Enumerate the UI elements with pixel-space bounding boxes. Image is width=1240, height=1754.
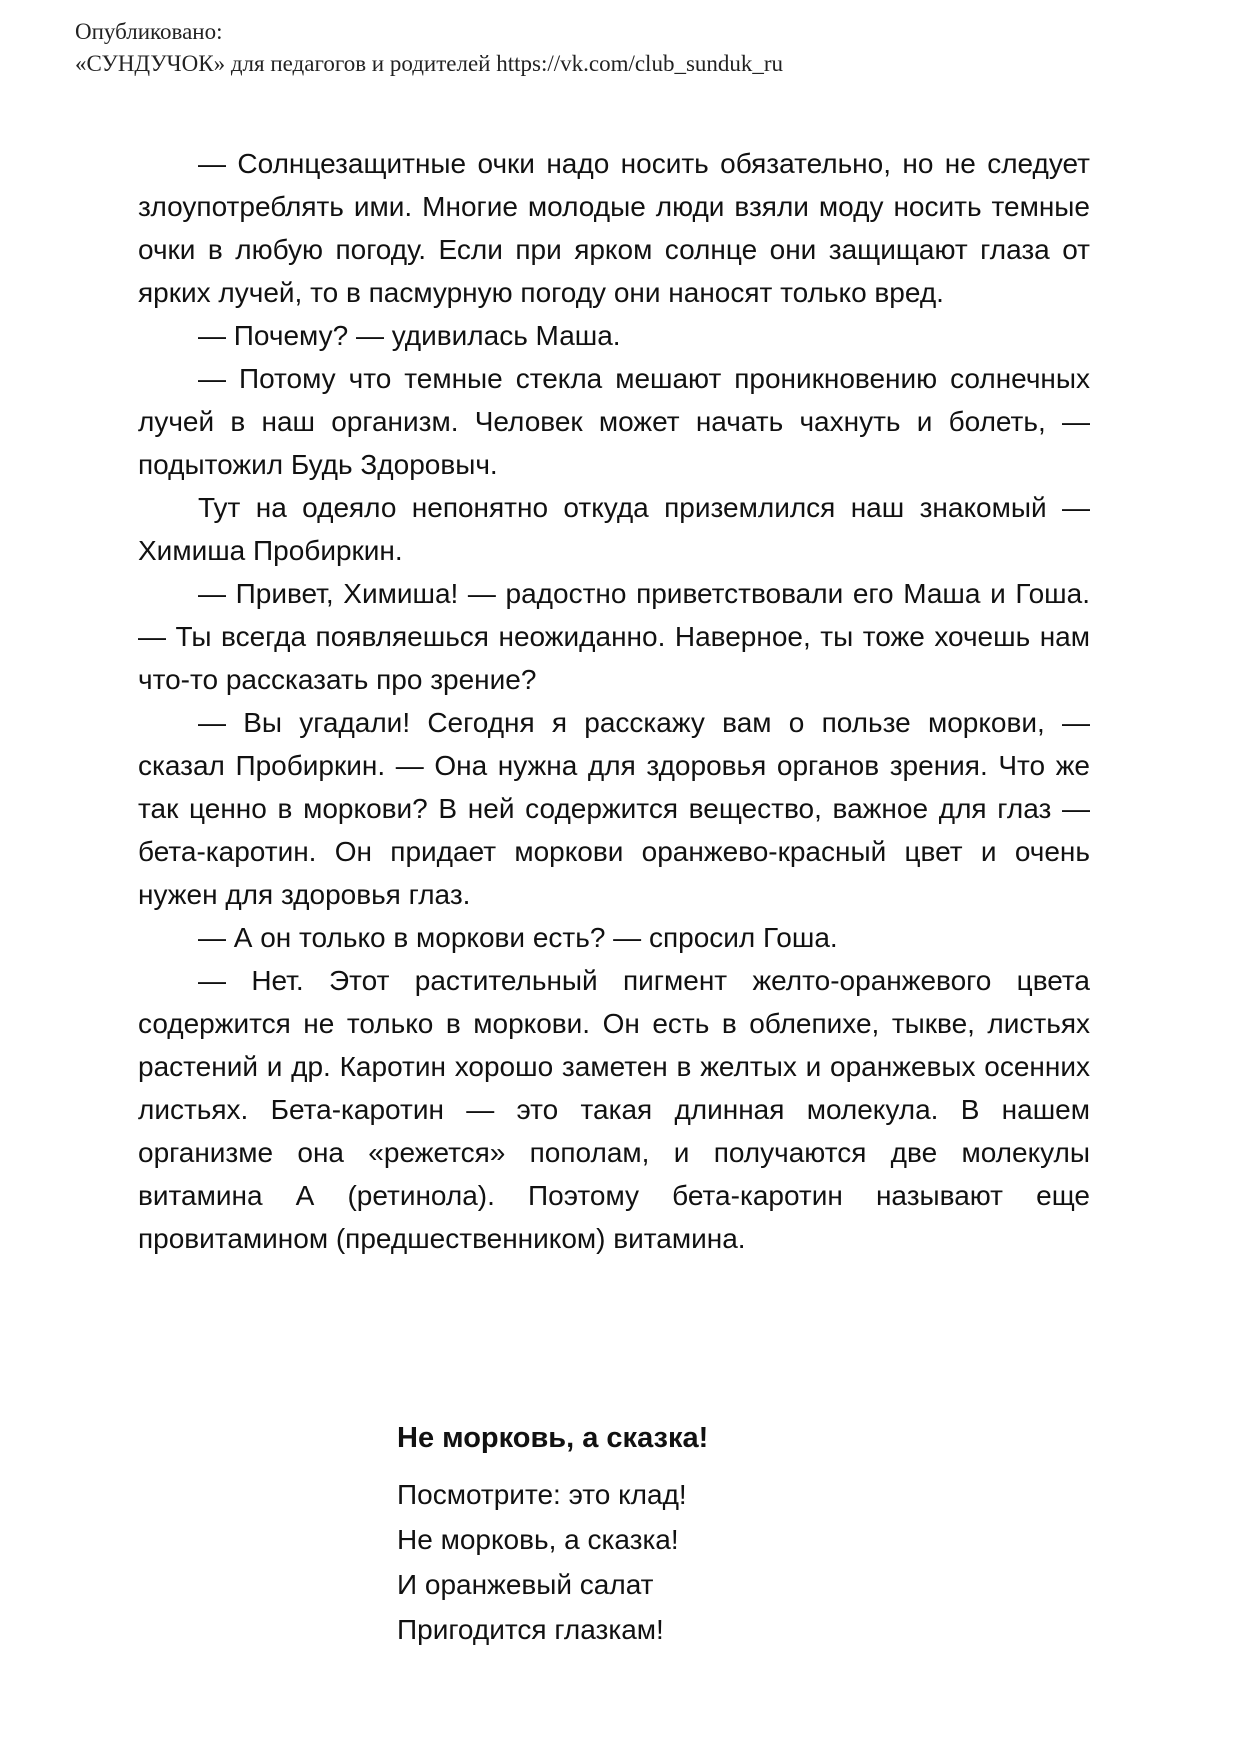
poem-line: Не морковь, а сказка!	[397, 1524, 679, 1555]
story-text	[138, 142, 1090, 1260]
poem-title: Не морковь, а сказка!	[397, 1422, 709, 1454]
paragraph-khimisha-arrives: Тут на одеяло непонятно откуда приземлился наш знакомый — Химиша Пробиркин.	[138, 492, 1090, 566]
paragraph-gosha-question: — А он только в моркови есть? — спросил Гоша.	[198, 922, 838, 953]
paragraph-sunglasses: — Солнцезащитные очки надо носить обязательно, но не следует злоупотреблять ими. Многие молодые люди взяли моду носить темные очки в любую погоду. Если при ярком солнце они защищают глаза от ярких лучей, то в пасмурную погоду они наносят только вред.	[138, 148, 1090, 308]
paragraph-beta-carotene: — Нет. Этот растительный пигмент желто-оранжевого цвета содержится не только в моркови. Он есть в облепихе, тыкве, листьях растений и др. Каротин хорошо заметен в желтых и оранжевых осенних листьях. Бета-каротин — это такая длинная молекула. В нашем организме она «режется» пополам, и получаются две молекулы витамина А (ретинола). Поэтому бета-каротин называют еще провитамином (предшественником) витамина.	[138, 965, 1090, 1254]
poem-line: И оранжевый салат	[397, 1569, 654, 1600]
header-source-line: «СУНДУЧОК» для педагогов и родителей https://vk.com/club_sunduk_ru	[75, 51, 784, 76]
poem-line: Пригодится глазкам!	[397, 1614, 664, 1645]
paragraph-masha-question: — Почему? — удивилась Маша.	[198, 320, 621, 351]
header-published-label: Опубликовано:	[75, 19, 223, 44]
paragraph-dark-glass: — Потому что темные стекла мешают проникновению солнечных лучей в наш организм. Человек может начать чахнуть и болеть, — подытожил Будь Здоровыч.	[138, 363, 1090, 480]
publication-header	[75, 16, 783, 80]
paragraph-greeting: — Привет, Химиша! — радостно приветствовали его Маша и Гоша. — Ты всегда появляешься неожиданно. Наверное, ты тоже хочешь нам что-то рассказать про зрение?	[138, 578, 1090, 695]
paragraph-carrot-benefit: — Вы угадали! Сегодня я расскажу вам о пользе моркови, — сказал Пробиркин. — Она нужна для здоровья органов зрения. Что же так ценно в моркови? В ней содержится вещество, важное для глаз — бета-каротин. Он придает моркови оранжево-красный цвет и очень нужен для здоровья глаз.	[138, 707, 1090, 910]
poem-line: Посмотрите: это клад!	[397, 1479, 687, 1510]
poem	[397, 1418, 708, 1652]
